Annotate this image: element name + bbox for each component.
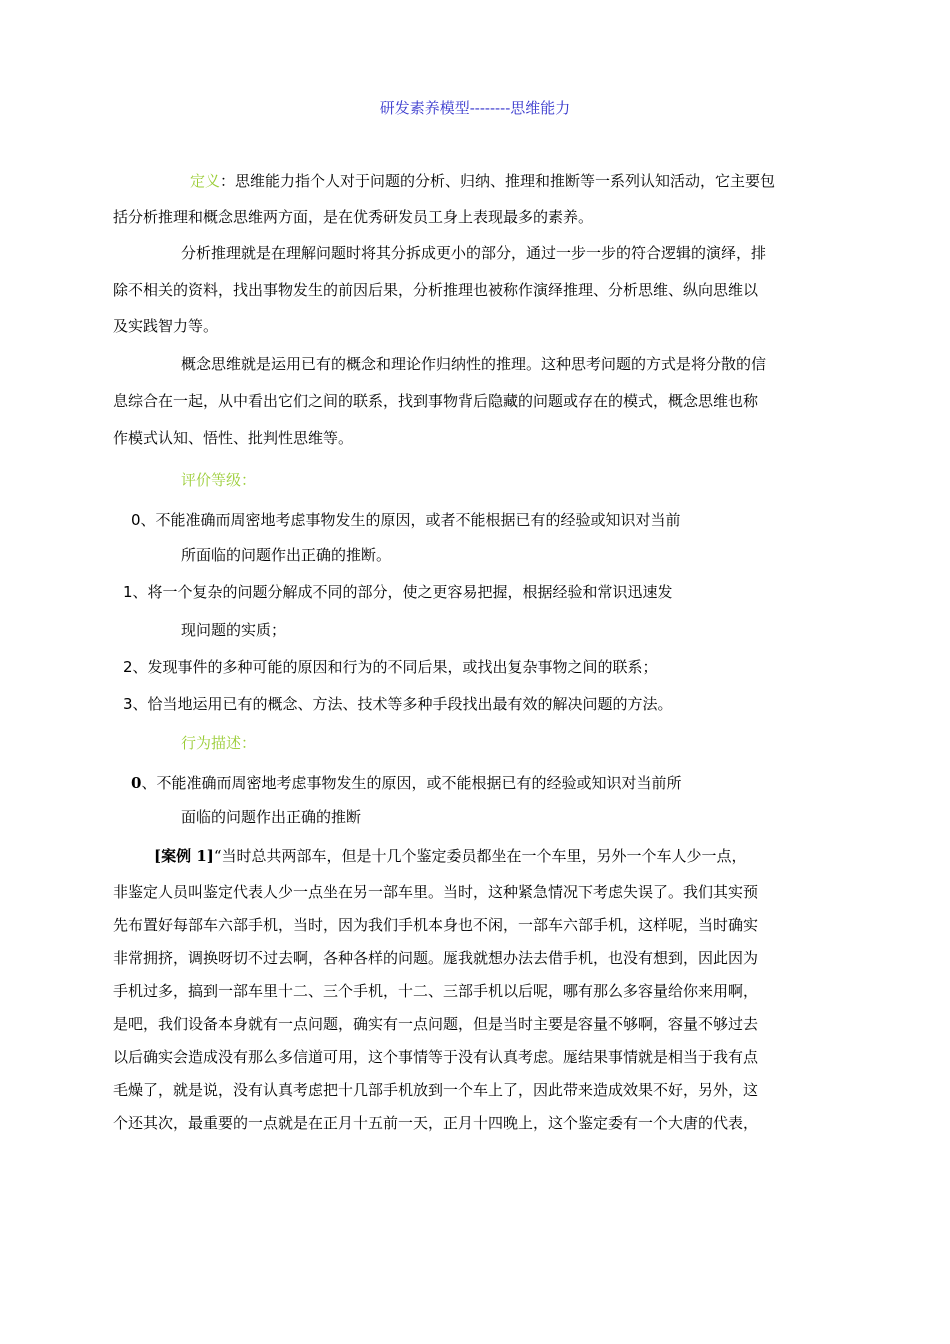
behavior-number: 0 <box>131 774 142 792</box>
case-line <box>154 846 747 866</box>
level-0-line-2: 所面临的问题作出正确的推断。 <box>181 546 392 564</box>
level-text: 、发现事件的多种可能的原因和行为的不同后果，或找出复杂事物之间的联系； <box>132 658 658 676</box>
level-0-line-1 <box>131 510 681 530</box>
case-line: 以后确实会造成没有那么多信道可用，这个事情等于没有认真考虑。厖结果事情就是相当于我有点 <box>113 1048 759 1066</box>
case-line: 手机过多，搞到一部车里十二、三个手机，十二、三部手机以后呢，哪有那么多容量给你来用啊， <box>113 982 759 1000</box>
behavior-heading: 行为描述： <box>181 734 257 752</box>
case-line: 先布置好每部车六部手机，当时，因为我们手机本身也不闲，一部车六部手机，这样呢，当时确实 <box>113 916 759 934</box>
definition-label: 定义 <box>190 172 221 190</box>
level-3-line <box>123 694 673 714</box>
definition-line-1 <box>190 171 775 191</box>
analysis-paragraph-line: 分析推理就是在理解问题时将其分拆成更小的部分，通过一步一步的符合逻辑的演绎，排 <box>181 244 767 262</box>
case-label: [案例 1] <box>154 847 214 865</box>
concept-paragraph-line: 息综合在一起，从中看出它们之间的联系，找到事物背后隐藏的问题或存在的模式，概念思维也称 <box>113 392 759 410</box>
level-2-line <box>123 657 658 677</box>
behavior-0-line-1 <box>131 773 681 793</box>
definition-text-1: ：思维能力指个人对于问题的分析、归纳、推理和推断等一系列认知活动，它主要包 <box>220 172 776 190</box>
behavior-0-line-2: 面临的问题作出正确的推断 <box>181 808 362 826</box>
concept-paragraph-line: 作模式认知、悟性、批判性思维等。 <box>113 429 354 447</box>
analysis-paragraph-line: 及实践智力等。 <box>113 317 219 335</box>
levels-heading: 评价等级： <box>181 471 257 489</box>
case-line: 毛燥了，就是说，没有认真考虑把十几部手机放到一个车上了，因此带来造成效果不好，另外，这 <box>113 1081 759 1099</box>
case-line: 非常拥挤，调换呀切不过去啊，各种各样的问题。厖我就想办法去借手机，也没有想到，因此因为 <box>113 949 759 967</box>
level-text: 、恰当地运用已有的概念、方法、技术等多种手段找出最有效的解决问题的方法。 <box>132 695 673 713</box>
level-number: 2 <box>123 658 133 676</box>
level-text: 、不能准确而周密地考虑事物发生的原因，或者不能根据已有的经验或知识对当前 <box>140 511 681 529</box>
level-text: 、将一个复杂的问题分解成不同的部分，使之更容易把握，根据经验和常识迅速发 <box>132 583 673 601</box>
level-number: 3 <box>123 695 133 713</box>
level-number: 0 <box>131 511 141 529</box>
case-text: “当时总共两部车，但是十几个鉴定委员都坐在一个车里，另外一个车人少一点， <box>213 847 747 865</box>
page-title: 研发素养模型--------思维能力 <box>379 99 571 117</box>
definition-line-2: 括分析推理和概念思维两方面，是在优秀研发员工身上表现最多的素养。 <box>113 208 594 226</box>
concept-paragraph-line: 概念思维就是运用已有的概念和理论作归纳性的推理。这种思考问题的方式是将分散的信 <box>181 355 767 373</box>
analysis-paragraph-line: 除不相关的资料，找出事物发生的前因后果，分析推理也被称作演绎推理、分析思维、纵向思维以 <box>113 281 759 299</box>
level-1-line-1 <box>123 582 673 602</box>
case-line: 个还其次，最重要的一点就是在正月十五前一天，正月十四晚上，这个鉴定委有一个大唐的代表， <box>113 1114 759 1132</box>
level-1-line-2: 现问题的实质； <box>181 621 287 639</box>
case-line: 非鉴定人员叫鉴定代表人少一点坐在另一部车里。当时，这种紧急情况下考虑失误了。我们其实预 <box>113 883 759 901</box>
level-number: 1 <box>123 583 133 601</box>
behavior-text: 、不能准确而周密地考虑事物发生的原因，或不能根据已有的经验或知识对当前所 <box>141 774 682 792</box>
case-line: 是吧，我们设备本身就有一点问题，确实有一点问题，但是当时主要是容量不够啊，容量不够过去 <box>113 1015 759 1033</box>
